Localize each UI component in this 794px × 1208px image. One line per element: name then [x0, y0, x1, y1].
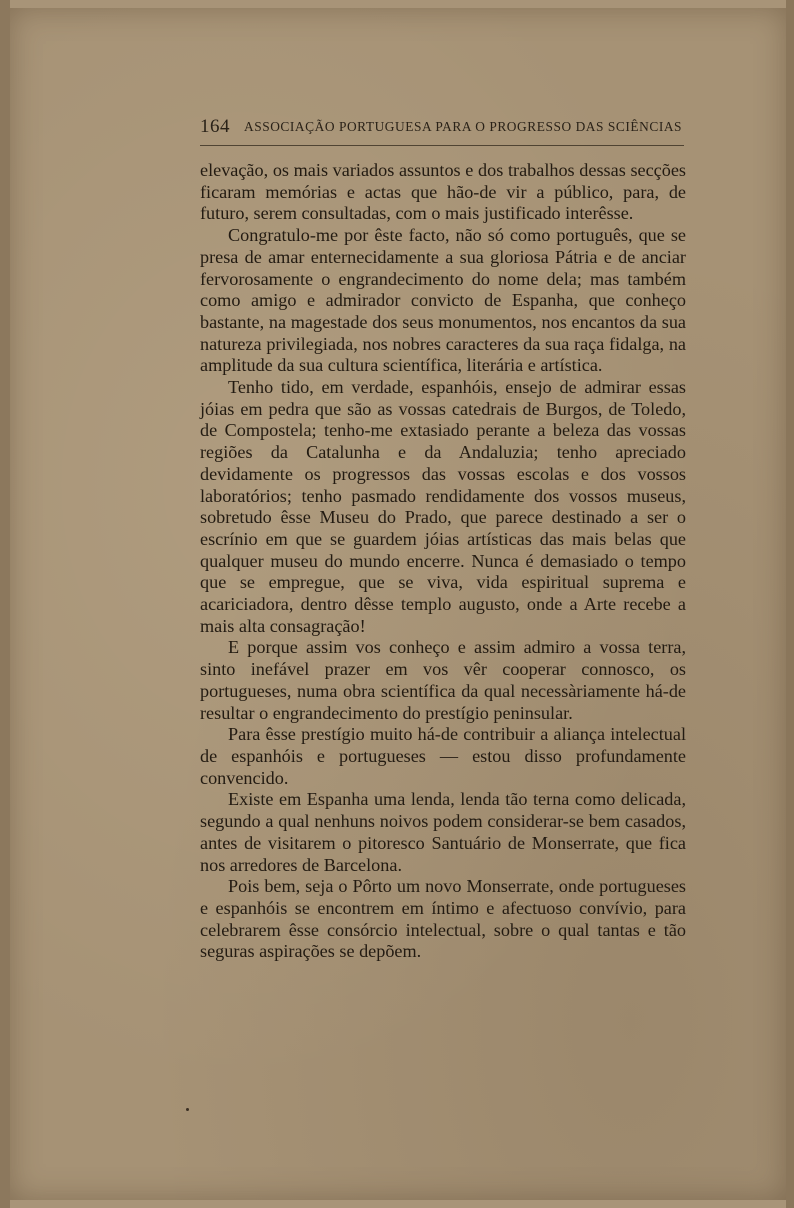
page-number: 164	[200, 116, 230, 137]
scan-right-edge	[786, 0, 794, 1208]
paragraph-3: Tenho tido, em verdade, espanhóis, ensejo de admirar essas jóias em pedra que são as vossas catedrais de Burgos, de Toledo, de Compostela; tenho-me extasiado perante a beleza das vossas regiões da Catalunha e da Andaluzia; tenho apreciado devidamente os progressos das vossas escolas e dos vossos laboratórios; tenho pasmado rendidamente dos vossos museus, sobretudo êsse Museu do Prado, que parece destinado a ser o escrínio em que se guardem jóias artísticas das mais belas que qualquer museu do mundo encerre. Nunca é demasiado o tempo que se empregue, que se viva, vida espiritual suprema e acariciadora, dentro dêsse templo augusto, onde a Arte recebe a mais alta consagração!	[200, 377, 686, 636]
page-header	[200, 116, 686, 142]
paragraph-6: Existe em Espanha uma lenda, lenda tão terna como delicada, segundo a qual nenhuns noivos podem considerar-se bem casados, antes de visitarem o pitoresco Santuário de Monserrate, que fica nos arredores de Barcelona.	[200, 789, 686, 875]
body-text	[200, 160, 686, 963]
paragraph-1: elevação, os mais variados assuntos e dos trabalhos dessas secções ficaram memórias e actas que hão-de vir a público, para, de futuro, serem consultadas, com o mais justificado interêsse.	[200, 160, 686, 224]
paragraph-2: Congratulo-me por êste facto, não só como português, que se presa de amar enternecidamente a sua gloriosa Pátria e de anciar fervorosamente o engrandecimento do nome dela; mas também como amigo e admirador convicto de Espanha, que conheço bastante, na magestade dos seus monumentos, nos encantos da sua natureza privilegiada, nos nobres caracteres da sua raça fidalga, na amplitude da sua cultura scientífica, literária e artística.	[200, 225, 686, 376]
paragraph-4: E porque assim vos conheço e assim admiro a vossa terra, sinto inefável prazer em vos vêr cooperar connosco, os portugueses, numa obra scientífica da qual necessàriamente há-de resultar o engrandecimento do prestígio peninsular.	[200, 637, 686, 723]
paragraph-7: Pois bem, seja o Pôrto um novo Monserrate, onde portugueses e espanhóis se encontrem em íntimo e afectuoso convívio, para celebrarem êsse consórcio intelectual, sobre o qual tantas e tão seguras aspirações se depõem.	[200, 876, 686, 962]
paper-speck	[186, 1108, 189, 1111]
paragraph-5: Para êsse prestígio muito há-de contribuir a aliança intelectual de espanhóis e portugueses — estou disso profundamente convencido.	[200, 724, 686, 788]
header-rule	[200, 145, 684, 146]
running-title: ASSOCIAÇÃO PORTUGUESA PARA O PROGRESSO DAS SCIÊNCIAS	[244, 119, 683, 134]
scan-left-edge	[0, 0, 10, 1208]
